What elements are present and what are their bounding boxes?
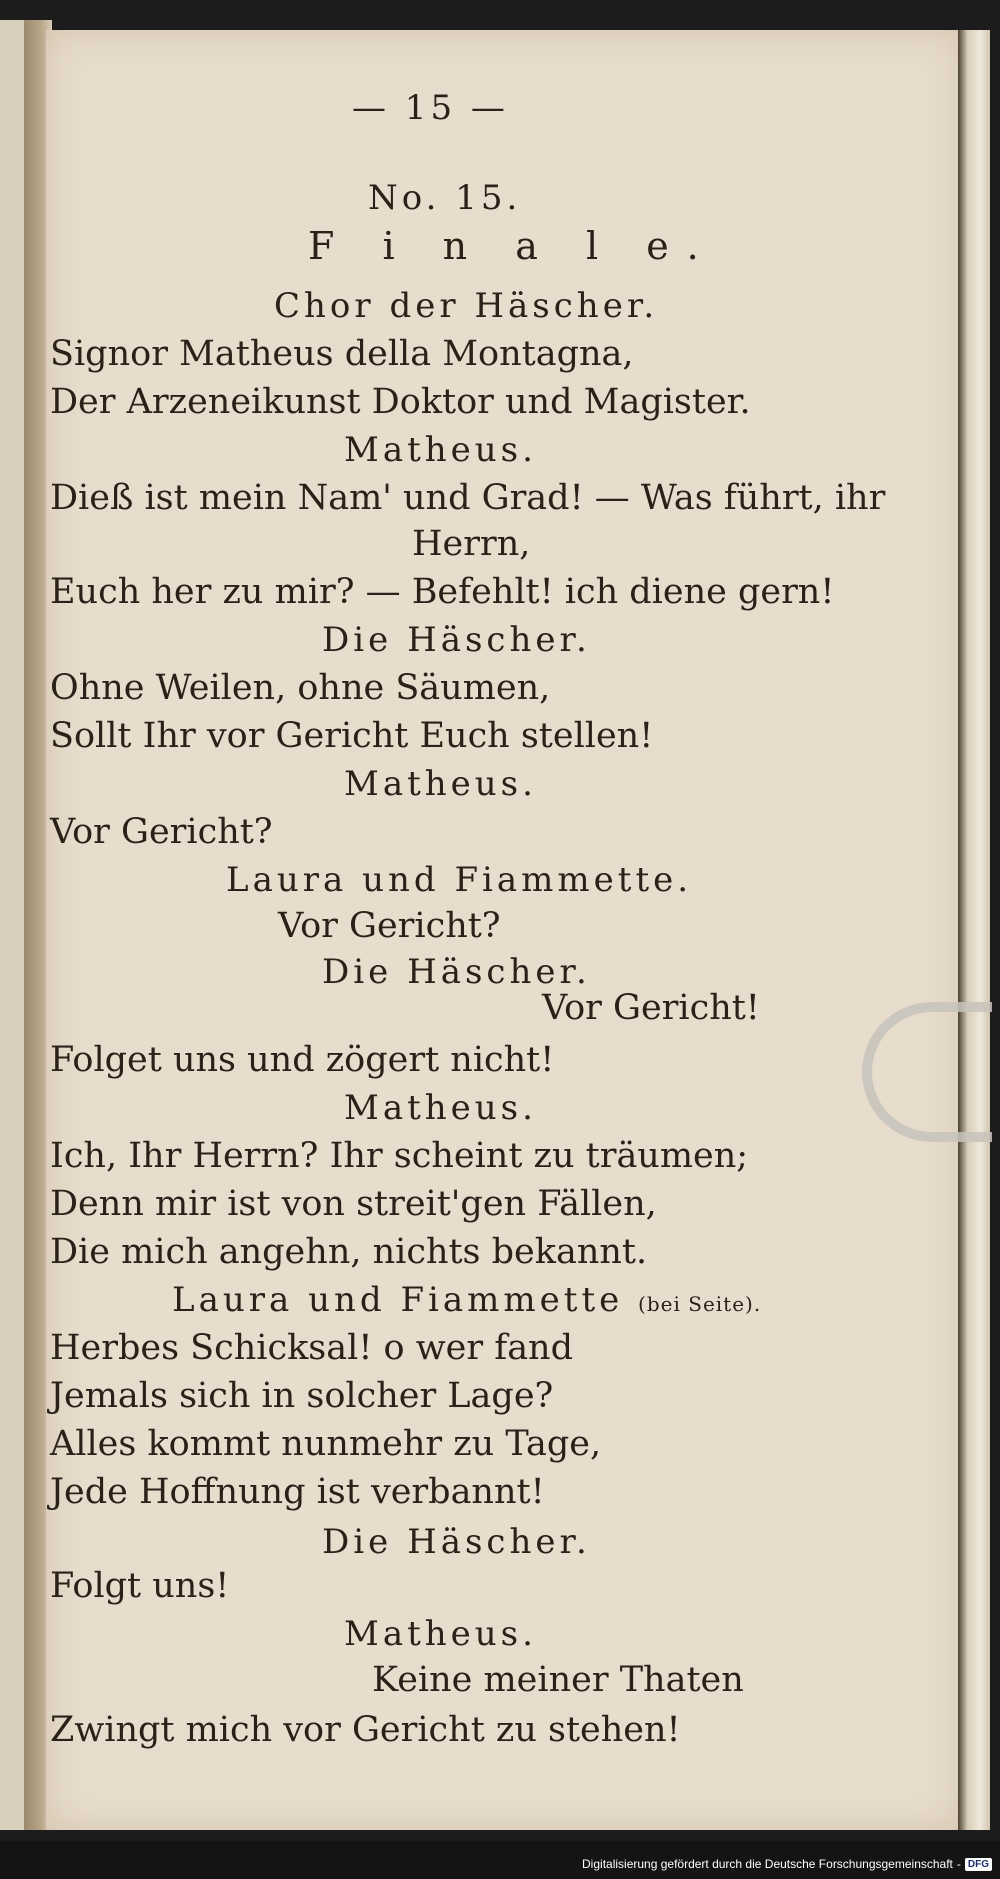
verse-line: Jede Hoffnung ist verbannt! (50, 1472, 545, 1512)
speaker-heading: Die Häscher. (322, 1522, 591, 1562)
finale-title: F i n a l e. (308, 224, 717, 268)
verse-line: Denn mir ist von streit'gen Fällen, (50, 1184, 657, 1224)
verse-line: Der Arzeneikunst Doktor und Magister. (50, 382, 751, 422)
verse-line: Folgt uns! (50, 1566, 230, 1606)
verse-line: Vor Gericht? (278, 906, 501, 946)
verse-line: Jemals sich in solcher Lage? (50, 1376, 554, 1416)
speaker-heading: Die Häscher. (322, 952, 591, 992)
page-stack-edge (958, 30, 990, 1830)
verse-line: Herrn, (412, 524, 531, 564)
verse-line: Dieß ist mein Nam' und Grad! — Was führt, ihr (50, 478, 886, 518)
paper-clip (862, 1002, 992, 1142)
dfg-logo: DFG (965, 1858, 992, 1871)
speaker-heading: Die Häscher. (322, 620, 591, 660)
digitization-credit (582, 1857, 992, 1871)
verse-line: Die mich angehn, nichts bekannt. (50, 1232, 648, 1272)
speaker-heading: Matheus. (344, 1614, 537, 1654)
verse-line: Ich, Ihr Herrn? Ihr scheint zu träumen; (50, 1136, 749, 1176)
verse-line: Ohne Weilen, ohne Säumen, (50, 668, 551, 708)
speaker-heading: Matheus. (344, 764, 537, 804)
speaker-heading: Laura und Fiammette. (226, 860, 693, 900)
verse-line: Signor Matheus della Montagna, (50, 334, 634, 374)
page-number: — 15 — (352, 88, 509, 128)
verse-line: Folget uns und zögert nicht! (50, 1040, 555, 1080)
verse-line: Keine meiner Thaten (372, 1660, 744, 1700)
speaker-heading: Matheus. (344, 1088, 537, 1128)
credit-separator: - (956, 1857, 961, 1871)
credit-text: Digitalisierung gefördert durch die Deutsche Forschungsgemeinschaft (582, 1857, 953, 1871)
number-heading: No. 15. (368, 178, 522, 218)
speaker-heading: Chor der Häscher. (274, 286, 659, 326)
verse-line: Zwingt mich vor Gericht zu stehen! (50, 1710, 681, 1750)
page-text (46, 30, 962, 1830)
verse-line: Sollt Ihr vor Gericht Euch stellen! (50, 716, 654, 756)
verse-line: Vor Gericht! (542, 988, 760, 1028)
verse-line: Herbes Schicksal! o wer fand (50, 1328, 574, 1368)
verse-line: Vor Gericht? (50, 812, 273, 852)
stage-direction: (bei Seite). (638, 1292, 762, 1316)
speaker-name: Laura und Fiammette (172, 1280, 624, 1320)
speaker-heading: Matheus. (344, 430, 537, 470)
footer-bar (0, 1841, 1000, 1879)
verse-line: Euch her zu mir? — Befehlt! ich diene gern! (50, 572, 835, 612)
speaker-heading (172, 1280, 761, 1324)
verse-line: Alles kommt nunmehr zu Tage, (50, 1424, 602, 1464)
